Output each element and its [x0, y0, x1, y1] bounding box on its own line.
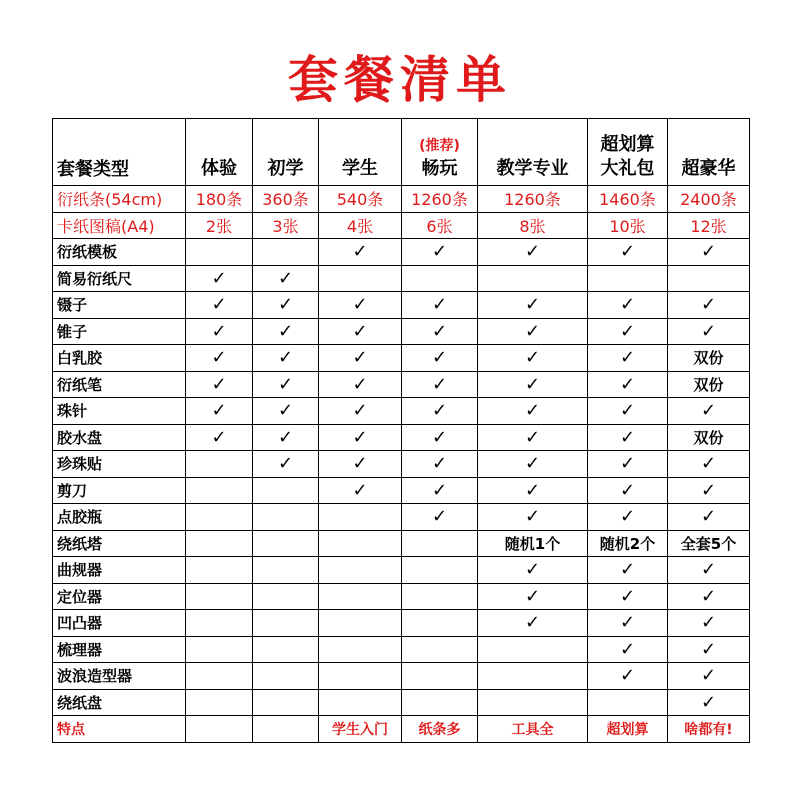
table-cell: [253, 239, 319, 266]
check-icon: ✓: [588, 583, 668, 610]
check-icon: ✓: [668, 689, 750, 716]
table-cell: [319, 557, 402, 584]
check-icon: ✓: [478, 424, 588, 451]
table-cell: 8张: [478, 212, 588, 239]
table-cell: 1460条: [588, 186, 668, 213]
check-icon: ✓: [478, 398, 588, 425]
row-label: 简易衍纸尺: [53, 265, 186, 292]
column-note: (推荐): [419, 138, 460, 154]
check-icon: ✓: [402, 371, 478, 398]
table-cell: 360条: [253, 186, 319, 213]
row-label: 定位器: [53, 583, 186, 610]
table-cell: 全套5个: [668, 530, 750, 557]
check-icon: ✓: [253, 424, 319, 451]
table-cell: [186, 689, 253, 716]
check-icon: ✓: [319, 345, 402, 372]
table-cell: [253, 663, 319, 690]
check-icon: ✓: [588, 610, 668, 637]
column-name: 教学专业: [496, 158, 569, 179]
check-icon: ✓: [186, 424, 253, 451]
column-name: 畅玩: [421, 158, 458, 179]
table-cell: [253, 583, 319, 610]
check-icon: ✓: [478, 318, 588, 345]
check-icon: ✓: [319, 424, 402, 451]
table-cell: [253, 610, 319, 637]
column-header: [478, 119, 588, 186]
page-title: 套餐清单: [288, 50, 512, 109]
check-icon: ✓: [186, 345, 253, 372]
column-header: [253, 119, 319, 186]
table-cell: [478, 636, 588, 663]
table-cell: [319, 663, 402, 690]
row-label: 胶水盘: [53, 424, 186, 451]
check-icon: ✓: [478, 583, 588, 610]
row-label: 凹凸器: [53, 610, 186, 637]
header-row: [53, 119, 750, 186]
check-icon: ✓: [588, 477, 668, 504]
table-cell: 6张: [402, 212, 478, 239]
check-icon: ✓: [253, 265, 319, 292]
table-cell: 12张: [668, 212, 750, 239]
table-cell: [186, 610, 253, 637]
table-cell: 超划算: [588, 716, 668, 743]
table-cell: [253, 477, 319, 504]
check-icon: ✓: [186, 318, 253, 345]
check-icon: ✓: [588, 451, 668, 478]
row-label: 点胶瓶: [53, 504, 186, 531]
check-icon: ✓: [588, 318, 668, 345]
check-icon: ✓: [253, 398, 319, 425]
check-icon: ✓: [402, 424, 478, 451]
check-icon: ✓: [402, 239, 478, 266]
check-icon: ✓: [478, 557, 588, 584]
table-cell: 双份: [668, 345, 750, 372]
table-cell: [402, 265, 478, 292]
table-row: [53, 424, 750, 451]
check-icon: ✓: [478, 239, 588, 266]
table-cell: [402, 610, 478, 637]
column-name: 学生: [342, 158, 378, 179]
check-icon: ✓: [588, 292, 668, 319]
column-header: [319, 119, 402, 186]
check-icon: ✓: [253, 292, 319, 319]
row-label: 绕纸塔: [53, 530, 186, 557]
check-icon: ✓: [588, 371, 668, 398]
check-icon: ✓: [588, 424, 668, 451]
table-row: [53, 610, 750, 637]
table-cell: [319, 265, 402, 292]
row-label: 衍纸模板: [53, 239, 186, 266]
table-row: [53, 557, 750, 584]
check-icon: ✓: [402, 292, 478, 319]
check-icon: ✓: [668, 636, 750, 663]
row-label: 卡纸图稿(A4): [53, 212, 186, 239]
table-cell: 1260条: [478, 186, 588, 213]
table-cell: [319, 530, 402, 557]
check-icon: ✓: [319, 477, 402, 504]
table-row: [53, 345, 750, 372]
table-cell: 啥都有!: [668, 716, 750, 743]
table-cell: [402, 636, 478, 663]
table-cell: [402, 557, 478, 584]
row-label: 镊子: [53, 292, 186, 319]
check-icon: ✓: [668, 398, 750, 425]
table-cell: [186, 504, 253, 531]
row-label: 剪刀: [53, 477, 186, 504]
header-label: 套餐类型: [53, 119, 186, 186]
check-icon: ✓: [402, 318, 478, 345]
check-icon: ✓: [319, 292, 402, 319]
column-header: [186, 119, 253, 186]
check-icon: ✓: [478, 371, 588, 398]
table-row: [53, 636, 750, 663]
check-icon: ✓: [668, 239, 750, 266]
table-cell: [588, 265, 668, 292]
table-row: [53, 371, 750, 398]
check-icon: ✓: [588, 398, 668, 425]
row-label: 衍纸条(54cm): [53, 186, 186, 213]
table-cell: [186, 557, 253, 584]
table-cell: 双份: [668, 424, 750, 451]
column-header: [588, 119, 668, 186]
check-icon: ✓: [478, 610, 588, 637]
table-cell: [668, 265, 750, 292]
table-cell: 540条: [319, 186, 402, 213]
table-cell: [253, 636, 319, 663]
check-icon: ✓: [478, 504, 588, 531]
column-name: 超豪华: [681, 158, 736, 179]
package-table: [52, 118, 750, 743]
check-icon: ✓: [668, 583, 750, 610]
table-row: [53, 663, 750, 690]
check-icon: ✓: [668, 451, 750, 478]
table-cell: [253, 504, 319, 531]
table-cell: [319, 610, 402, 637]
table-cell: 10张: [588, 212, 668, 239]
column-header: [668, 119, 750, 186]
table-cell: 3张: [253, 212, 319, 239]
check-icon: ✓: [402, 451, 478, 478]
table-cell: [253, 689, 319, 716]
table-cell: [253, 530, 319, 557]
table-cell: [186, 636, 253, 663]
table-row: [53, 265, 750, 292]
table-cell: [186, 583, 253, 610]
check-icon: ✓: [478, 451, 588, 478]
table-cell: [253, 716, 319, 743]
check-icon: ✓: [319, 398, 402, 425]
table-cell: [253, 557, 319, 584]
table-cell: [186, 663, 253, 690]
row-label: 衍纸笔: [53, 371, 186, 398]
row-label: 珠针: [53, 398, 186, 425]
check-icon: ✓: [668, 318, 750, 345]
check-icon: ✓: [186, 371, 253, 398]
table-cell: [319, 504, 402, 531]
row-label: 绕纸盘: [53, 689, 186, 716]
table-row: [53, 477, 750, 504]
table-body: [53, 119, 750, 743]
table-row: [53, 292, 750, 319]
row-label: 珍珠贴: [53, 451, 186, 478]
table-row: [53, 239, 750, 266]
check-icon: ✓: [588, 345, 668, 372]
column-name: 大礼包: [600, 158, 655, 179]
check-icon: ✓: [253, 371, 319, 398]
table-cell: [402, 689, 478, 716]
table-cell: [319, 636, 402, 663]
check-icon: ✓: [319, 371, 402, 398]
table-cell: [186, 530, 253, 557]
table-cell: 学生入门: [319, 716, 402, 743]
table-cell: [186, 716, 253, 743]
table-cell: [478, 689, 588, 716]
table-cell: 180条: [186, 186, 253, 213]
column-name: 初学: [267, 158, 304, 179]
table-row: [53, 583, 750, 610]
table-cell: [402, 663, 478, 690]
column-name: 体验: [201, 158, 237, 179]
check-icon: ✓: [668, 477, 750, 504]
table-cell: 纸条多: [402, 716, 478, 743]
check-icon: ✓: [668, 663, 750, 690]
table-row: [53, 716, 750, 743]
row-label: 特点: [53, 716, 186, 743]
check-icon: ✓: [588, 663, 668, 690]
table-row: [53, 318, 750, 345]
check-icon: ✓: [186, 265, 253, 292]
table-row: [53, 504, 750, 531]
table-row: [53, 212, 750, 239]
check-icon: ✓: [319, 318, 402, 345]
table-cell: [588, 689, 668, 716]
check-icon: ✓: [186, 292, 253, 319]
table-row: [53, 451, 750, 478]
check-icon: ✓: [319, 239, 402, 266]
table-cell: [319, 583, 402, 610]
check-icon: ✓: [478, 292, 588, 319]
table-cell: 随机1个: [478, 530, 588, 557]
row-label: 曲规器: [53, 557, 186, 584]
check-icon: ✓: [588, 636, 668, 663]
column-header: [402, 119, 478, 186]
table-cell: 随机2个: [588, 530, 668, 557]
check-icon: ✓: [186, 398, 253, 425]
check-icon: ✓: [588, 504, 668, 531]
row-label: 白乳胶: [53, 345, 186, 372]
check-icon: ✓: [253, 318, 319, 345]
table-cell: 双份: [668, 371, 750, 398]
check-icon: ✓: [253, 451, 319, 478]
table-cell: 工具全: [478, 716, 588, 743]
table-row: [53, 186, 750, 213]
table-cell: 2张: [186, 212, 253, 239]
table-row: [53, 689, 750, 716]
table-cell: [402, 583, 478, 610]
row-label: 波浪造型器: [53, 663, 186, 690]
row-label: 梳理器: [53, 636, 186, 663]
check-icon: ✓: [402, 477, 478, 504]
table-cell: [478, 663, 588, 690]
check-icon: ✓: [402, 504, 478, 531]
table-row: [53, 398, 750, 425]
check-icon: ✓: [668, 610, 750, 637]
check-icon: ✓: [478, 477, 588, 504]
table-cell: [186, 477, 253, 504]
check-icon: ✓: [319, 451, 402, 478]
check-icon: ✓: [588, 557, 668, 584]
check-icon: ✓: [253, 345, 319, 372]
check-icon: ✓: [668, 557, 750, 584]
check-icon: ✓: [402, 398, 478, 425]
table-cell: 2400条: [668, 186, 750, 213]
column-note: 超划算: [600, 134, 655, 155]
row-label: 锥子: [53, 318, 186, 345]
table-cell: [186, 239, 253, 266]
check-icon: ✓: [668, 292, 750, 319]
check-icon: ✓: [478, 345, 588, 372]
check-icon: ✓: [402, 345, 478, 372]
table-cell: [478, 265, 588, 292]
table-cell: [319, 689, 402, 716]
table-cell: [402, 530, 478, 557]
table-cell: 4张: [319, 212, 402, 239]
table-row: [53, 530, 750, 557]
table-cell: [186, 451, 253, 478]
check-icon: ✓: [668, 504, 750, 531]
check-icon: ✓: [588, 239, 668, 266]
table-cell: 1260条: [402, 186, 478, 213]
